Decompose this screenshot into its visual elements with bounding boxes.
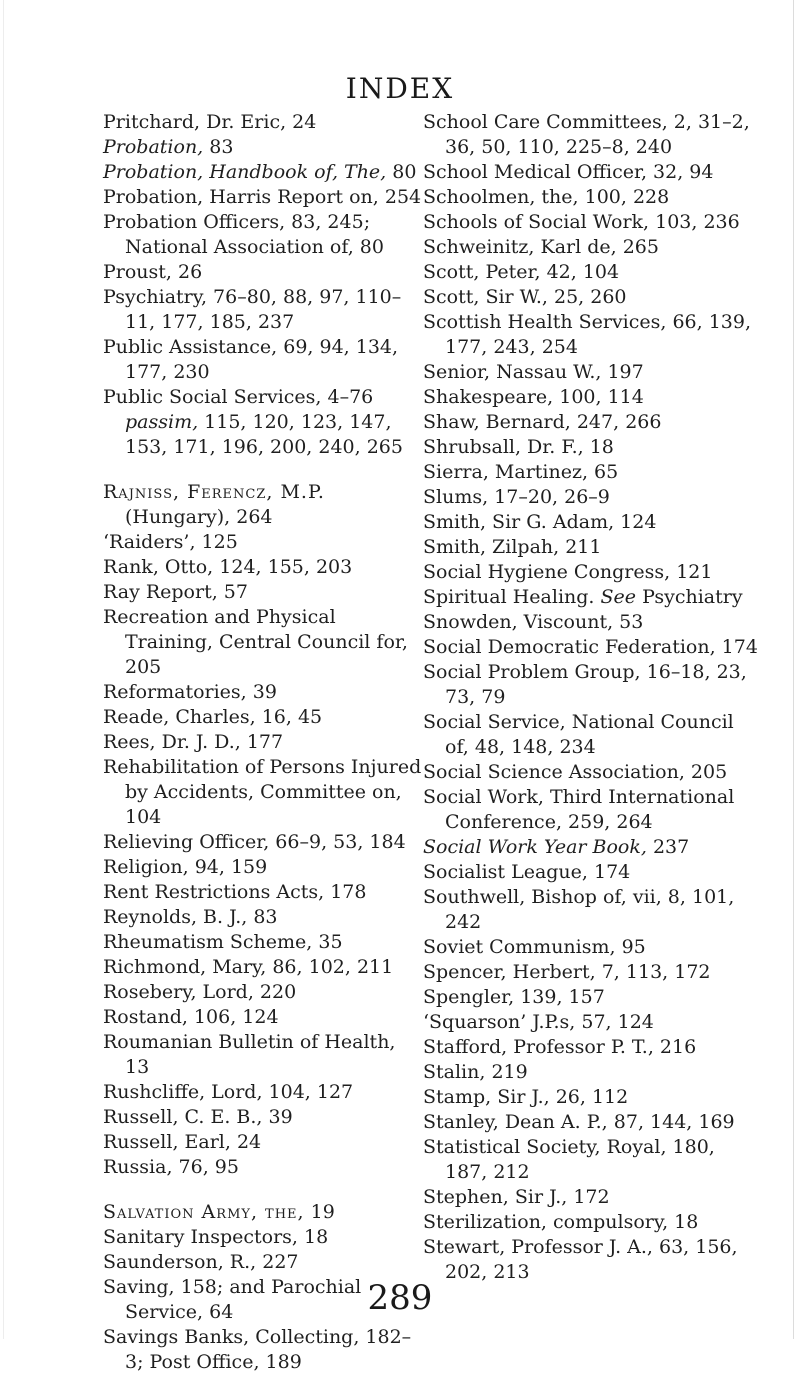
index-entry <box>103 1250 425 1275</box>
entry-text: Rushcliffe, Lord, 104, 127 <box>103 1081 354 1103</box>
index-entry <box>103 580 425 605</box>
entry-text: Probation, Harris Report on, 254 <box>103 186 422 208</box>
entry-text: 237 <box>646 836 690 858</box>
entry-text: Scottish Health Services, 66, 139, 177, 243, 254 <box>423 311 752 358</box>
index-entry <box>103 1225 425 1250</box>
index-entry <box>103 1130 425 1155</box>
index-entry <box>423 785 759 835</box>
index-entry <box>423 885 759 935</box>
index-entry <box>103 1080 425 1105</box>
entry-text: Public Social Services, 4–76 <box>103 386 374 408</box>
index-entry <box>103 680 425 705</box>
entry-text: Proust, 26 <box>103 261 203 283</box>
entry-text: Saunderson, R., 227 <box>103 1251 299 1273</box>
entry-text: Rostand, 106, 124 <box>103 1006 279 1028</box>
index-entry <box>103 980 425 1005</box>
index-entry <box>423 860 759 885</box>
entry-small-caps: Rajniss, Ferencz, M.P. <box>103 481 325 503</box>
entry-text: Schools of Social Work, 103, 236 <box>423 211 740 233</box>
index-entry <box>423 1060 759 1085</box>
index-entry <box>423 610 759 635</box>
entry-text: Psychiatry, 76–80, 88, 97, 110–11, 177, 185, 237 <box>103 286 402 333</box>
entry-text: Russia, 76, 95 <box>103 1156 239 1178</box>
index-entry <box>423 710 759 760</box>
entry-text: Russell, Earl, 24 <box>103 1131 262 1153</box>
index-entry <box>423 1085 759 1110</box>
entry-text: Schweinitz, Karl de, 265 <box>423 236 659 258</box>
index-entry <box>423 960 759 985</box>
index-entry <box>423 1210 759 1235</box>
entry-text: Scott, Sir W., 25, 260 <box>423 286 627 308</box>
index-entry <box>423 285 759 310</box>
index-entry <box>423 985 759 1010</box>
index-entry <box>423 935 759 960</box>
entry-text: ‘Raiders’, 125 <box>103 531 238 553</box>
index-entry <box>103 1325 425 1375</box>
entry-text: Slums, 17–20, 26–9 <box>423 486 610 508</box>
entry-text: Rent Restrictions Acts, 178 <box>103 881 367 903</box>
entry-text: Social Problem Group, 16–18, 23, 73, 79 <box>423 661 747 708</box>
entry-text: Shrubsall, Dr. F., 18 <box>423 436 614 458</box>
entry-text: Public Assistance, 69, 94, 134, 177, 230 <box>103 336 399 383</box>
index-entry <box>423 1135 759 1185</box>
index-entry <box>103 530 425 555</box>
index-entry <box>423 510 759 535</box>
entry-text: Rosebery, Lord, 220 <box>103 981 297 1003</box>
index-entry <box>423 210 759 235</box>
entry-text: Rehabilitation of Persons Injured by Accidents, Committee on, 104 <box>103 756 422 828</box>
index-entry <box>423 435 759 460</box>
entry-text: Social Hygiene Congress, 121 <box>423 561 713 583</box>
index-entry <box>103 1200 425 1225</box>
index-entry <box>103 1155 425 1180</box>
index-entry <box>103 285 425 335</box>
entry-text: Religion, 94, 159 <box>103 856 268 878</box>
entry-text: Savings Banks, Collecting, 182–3; Post Office, 189 <box>103 1326 412 1373</box>
index-entry <box>423 535 759 560</box>
entry-text: Sanitary Inspectors, 18 <box>103 1226 329 1248</box>
index-entry <box>103 705 425 730</box>
index-entry <box>103 605 425 680</box>
index-entry <box>103 730 425 755</box>
entry-text: Smith, Zilpah, 211 <box>423 536 602 558</box>
entry-text: Stamp, Sir J., 26, 112 <box>423 1086 629 1108</box>
index-entry <box>103 855 425 880</box>
entry-text: Sierra, Martinez, 65 <box>423 461 619 483</box>
entry-text: 83 <box>203 136 234 158</box>
entry-text: Social Democratic Federation, 174 <box>423 636 758 658</box>
entry-text: Spengler, 139, 157 <box>423 986 605 1008</box>
entry-text: Social Service, National Council of, 48, 148, 234 <box>423 711 734 758</box>
index-column-right <box>423 110 759 1285</box>
entry-text: Stephen, Sir J., 172 <box>423 1186 610 1208</box>
index-entry <box>423 460 759 485</box>
entry-text: 115, 120, 123, 147, 153, 171, 196, 200, 240, 265 <box>125 411 403 458</box>
entry-text: Recreation and Physical Training, Central Council for, 205 <box>103 606 408 678</box>
index-entry <box>103 1005 425 1030</box>
index-entry <box>423 1185 759 1210</box>
entry-text: Social Work, Third International Conference, 259, 264 <box>423 786 735 833</box>
index-entry <box>423 185 759 210</box>
entry-text: Saving, 158; and Parochial Service, 64 <box>103 1276 362 1323</box>
entry-text: Spiritual Healing. <box>423 586 601 608</box>
entry-italic: See <box>600 586 637 608</box>
entry-text: Stafford, Professor P. T., 216 <box>423 1036 697 1058</box>
entry-text: Schoolmen, the, 100, 228 <box>423 186 670 208</box>
index-entry <box>103 210 425 260</box>
entry-text: (Hungary), 264 <box>125 506 273 528</box>
entry-text: Statistical Society, Royal, 180, 187, 212 <box>423 1136 715 1183</box>
index-entry <box>423 1110 759 1135</box>
index-entry <box>423 310 759 360</box>
entry-italic: Probation, <box>103 136 204 158</box>
index-entry <box>103 110 425 135</box>
entry-text: Senior, Nassau W., 197 <box>423 361 644 383</box>
entry-text: Psychiatry <box>636 586 743 608</box>
entry-text: 80 <box>386 161 417 183</box>
index-entry <box>423 660 759 710</box>
index-entry <box>423 235 759 260</box>
entry-text: Socialist League, 174 <box>423 861 631 883</box>
index-entry <box>423 1010 759 1035</box>
index-entry <box>103 880 425 905</box>
entry-text: Pritchard, Dr. Eric, 24 <box>103 111 317 133</box>
entry-text: Shaw, Bernard, 247, 266 <box>423 411 662 433</box>
entry-text: Ray Report, 57 <box>103 581 248 603</box>
entry-text: Soviet Communism, 95 <box>423 936 646 958</box>
entry-text: Roumanian Bulletin of Health, 13 <box>103 1031 396 1078</box>
entry-italic: Probation, Handbook of, The, <box>103 161 387 183</box>
index-entry <box>423 110 759 160</box>
index-entry <box>423 635 759 660</box>
index-entry <box>103 185 425 210</box>
index-entry <box>423 835 759 860</box>
entry-text: Shakespeare, 100, 114 <box>423 386 644 408</box>
index-entry <box>423 585 759 610</box>
page-number: 289 <box>367 1278 433 1318</box>
entry-text: Sterilization, compulsory, 18 <box>423 1211 699 1233</box>
entry-text: Reade, Charles, 16, 45 <box>103 706 323 728</box>
entry-text: Southwell, Bishop of, vii, 8, 101, 242 <box>423 886 735 933</box>
index-entry <box>103 905 425 930</box>
entry-text: Stalin, 219 <box>423 1061 528 1083</box>
entry-italic: passim, <box>125 411 199 433</box>
entry-text: ‘Squarson’ J.P.s, 57, 124 <box>423 1011 654 1033</box>
page-heading: INDEX <box>345 72 455 105</box>
index-entry <box>103 260 425 285</box>
index-entry <box>103 160 425 185</box>
entry-text: Probation Officers, 83, 245; National Association of, 80 <box>103 211 384 258</box>
entry-text: Reformatories, 39 <box>103 681 277 703</box>
entry-text: Stanley, Dean A. P., 87, 144, 169 <box>423 1111 735 1133</box>
entry-text: Reynolds, B. J., 83 <box>103 906 278 928</box>
index-entry <box>103 555 425 580</box>
index-entry <box>423 760 759 785</box>
entry-text: Relieving Officer, 66–9, 53, 184 <box>103 831 406 853</box>
entry-text: Spencer, Herbert, 7, 113, 172 <box>423 961 711 983</box>
index-entry <box>103 1030 425 1080</box>
index-entry <box>423 360 759 385</box>
entry-text: Stewart, Professor J. A., 63, 156, 202, 213 <box>423 1236 738 1283</box>
index-entry <box>423 485 759 510</box>
entry-text: School Care Committees, 2, 31–2, 36, 50, 110, 225–8, 240 <box>423 111 750 158</box>
entry-text: Rank, Otto, 124, 155, 203 <box>103 556 353 578</box>
index-entry <box>423 260 759 285</box>
index-column-left <box>103 110 425 1375</box>
index-entry <box>423 160 759 185</box>
entry-text: Social Science Association, 205 <box>423 761 728 783</box>
page-edge-left <box>3 0 4 1339</box>
page-edge-right <box>793 0 794 1339</box>
entry-italic: Social Work Year Book, <box>423 836 647 858</box>
entry-text: Rheumatism Scheme, 35 <box>103 931 343 953</box>
index-entry <box>103 335 425 385</box>
index-entry <box>103 830 425 855</box>
entry-text: Rees, Dr. J. D., 177 <box>103 731 284 753</box>
index-entry <box>423 1035 759 1060</box>
entry-text: Russell, C. E. B., 39 <box>103 1106 293 1128</box>
index-entry <box>103 1105 425 1130</box>
index-entry <box>103 385 425 460</box>
entry-text: 19 <box>304 1201 335 1223</box>
index-entry <box>423 560 759 585</box>
index-entry <box>423 410 759 435</box>
index-entry <box>423 385 759 410</box>
index-entry <box>103 480 425 530</box>
index-entry <box>103 955 425 980</box>
entry-text: Snowden, Viscount, 53 <box>423 611 644 633</box>
index-entry <box>103 755 425 830</box>
entry-small-caps: Salvation Army, the, <box>103 1201 305 1223</box>
entry-text: Scott, Peter, 42, 104 <box>423 261 620 283</box>
index-entry <box>103 930 425 955</box>
entry-text: School Medical Officer, 32, 94 <box>423 161 714 183</box>
entry-text: Smith, Sir G. Adam, 124 <box>423 511 657 533</box>
entry-text: Richmond, Mary, 86, 102, 211 <box>103 956 394 978</box>
index-entry <box>103 135 425 160</box>
